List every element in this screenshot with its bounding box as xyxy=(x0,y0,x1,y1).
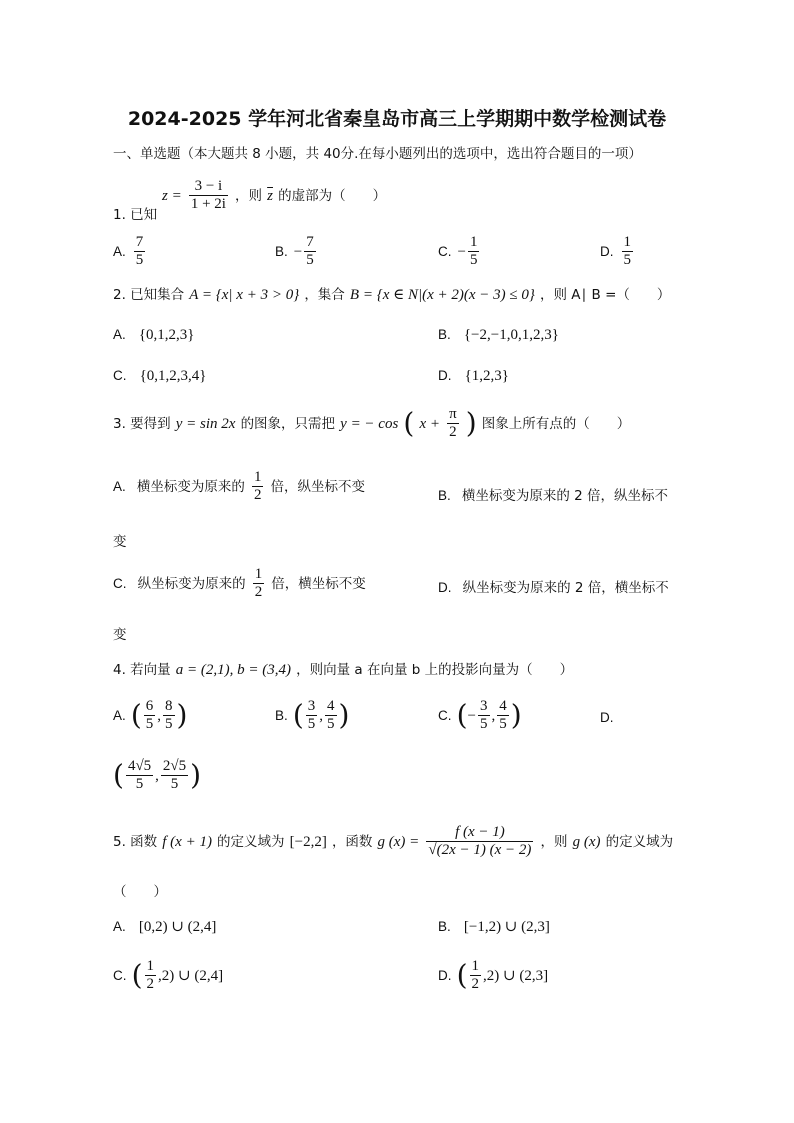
option-text: [−1,2) ∪ (2,3] xyxy=(463,919,550,935)
q3-option-d[interactable] xyxy=(438,576,669,596)
option-label: D. xyxy=(438,580,452,595)
q1-option-c[interactable] xyxy=(438,234,481,269)
option-label: B. xyxy=(438,919,451,934)
q3-pi-frac xyxy=(447,406,459,441)
option-text: {0,1,2,3} xyxy=(138,327,195,343)
q1-z-expr xyxy=(162,178,386,213)
q5-mid2: ，函数 xyxy=(331,834,373,850)
left-paren: ( xyxy=(456,698,468,732)
q2-option-a[interactable] xyxy=(113,324,195,344)
frac-den: 5 xyxy=(469,252,478,268)
q2-option-c[interactable] xyxy=(113,365,207,385)
q4-mid: ，则向量 a 在向量 b 上的投影向量为（ ） xyxy=(296,662,574,678)
right-paren: ) xyxy=(190,758,202,792)
frac-1 xyxy=(144,698,156,733)
q4-option-c[interactable] xyxy=(438,698,522,733)
q2-tail: ，则 A∣ B =（ ） xyxy=(539,287,671,303)
q5-option-c[interactable] xyxy=(113,958,223,993)
frac-num: 7 xyxy=(135,234,144,250)
option-text: [0,2) ∪ (2,4] xyxy=(138,919,217,935)
section-heading: 一、单选题（本大题共 8 小题，共 40分.在每小题列出的选项中，选出符合题目的一项） xyxy=(113,146,642,162)
frac-den: 5 xyxy=(480,716,488,732)
frac-1 xyxy=(306,698,318,733)
frac-num: 1 xyxy=(471,958,480,974)
q4-option-d[interactable] xyxy=(113,758,201,793)
frac-den: 5 xyxy=(499,716,507,732)
frac-num: 2√5 xyxy=(162,758,187,774)
frac-num: 4√5 xyxy=(127,758,152,774)
option-sign: − xyxy=(293,244,303,260)
frac-2 xyxy=(497,698,509,733)
q5-mid1: 的定义域为 xyxy=(217,834,285,850)
q3-pi: π xyxy=(449,406,457,422)
q5-option-a[interactable] xyxy=(113,916,216,936)
right-paren: ) xyxy=(338,698,350,732)
frac-den: 5 xyxy=(145,716,154,732)
frac-num: 1 xyxy=(623,234,631,250)
option-text: 纵坐标变为原来的 2 倍，横坐标不 xyxy=(462,580,669,596)
q4-option-d-label[interactable]: D. xyxy=(600,710,614,725)
q1-option-d[interactable] xyxy=(600,234,635,269)
frac-den: 5 xyxy=(307,716,316,732)
frac-num: 4 xyxy=(327,698,335,714)
option-label: B. xyxy=(275,708,288,723)
q3-option-a[interactable] xyxy=(113,469,365,504)
q1-tail-a: ，则 xyxy=(235,188,263,204)
right-paren: ) xyxy=(176,698,188,732)
left-paren: ( xyxy=(131,958,143,992)
q3-two: 2 xyxy=(449,424,457,440)
q3-option-c[interactable] xyxy=(113,566,366,601)
q1-zbar: $\overline{z}$ xyxy=(267,188,273,204)
q4-number: 4. 若向量 xyxy=(113,662,171,678)
q3-right-paren: ) xyxy=(465,406,477,440)
left-paren: ( xyxy=(130,698,142,732)
comma: , xyxy=(155,768,159,784)
comma: , xyxy=(319,708,324,724)
frac-num: 3 xyxy=(480,698,488,714)
comma: , xyxy=(157,708,162,724)
option-fraction xyxy=(468,234,480,269)
q5-tail: ，则 xyxy=(540,834,568,850)
option-text-tail: 倍，横坐标不变 xyxy=(271,576,366,592)
option-label: A. xyxy=(113,708,126,723)
option-label: B. xyxy=(275,244,288,259)
option-text: 横坐标变为原来的 xyxy=(136,479,245,495)
frac-den: 5 xyxy=(170,776,179,792)
q3-y2x: x + xyxy=(419,416,440,432)
q4-option-b[interactable] xyxy=(275,698,349,733)
frac-den: 5 xyxy=(165,716,173,732)
option-text-tail: 倍，纵坐标不变 xyxy=(270,479,366,495)
frac-num: 1 xyxy=(253,469,262,485)
frac-num: 6 xyxy=(145,698,154,714)
option-fraction xyxy=(622,234,634,269)
option-label: D. xyxy=(438,968,452,983)
frac-num: 1 xyxy=(146,958,155,974)
q3-option-d-wrap: 变 xyxy=(113,627,127,643)
left-paren: ( xyxy=(292,698,304,732)
page-title: 2024-2025 学年河北省秦皇岛市高三上学期期中数学检测试卷 xyxy=(127,108,667,130)
option-text: {1,2,3} xyxy=(464,368,509,384)
option-text: ,2) ∪ (2,3] xyxy=(483,968,549,984)
q5-f: f (x + 1) xyxy=(162,834,212,850)
left-paren: ( xyxy=(456,958,468,992)
frac-num: 7 xyxy=(306,234,314,250)
frac-2 xyxy=(161,758,188,793)
q3-number: 3. 要得到 xyxy=(113,416,171,432)
frac-num: 4 xyxy=(499,698,507,714)
frac-2 xyxy=(325,698,337,733)
q5-g-den: √(2x − 1) (x − 2) xyxy=(428,842,532,858)
q1-fraction xyxy=(189,178,228,213)
frac-num: 1 xyxy=(469,234,478,250)
frac-num: 8 xyxy=(165,698,173,714)
q1-frac-den: 1 + 2i xyxy=(190,196,226,212)
q3-mid: 的图象，只需把 xyxy=(240,416,336,432)
right-paren: ) xyxy=(510,698,522,732)
frac-1 xyxy=(478,698,490,733)
frac-den: 5 xyxy=(135,776,144,792)
option-fraction xyxy=(134,234,146,269)
option-label: D. xyxy=(438,368,452,383)
option-label: D. xyxy=(600,244,614,259)
option-text: ,2) ∪ (2,4] xyxy=(158,968,224,984)
frac-2 xyxy=(163,698,175,733)
q5-option-b[interactable] xyxy=(438,916,550,936)
frac-den: 2 xyxy=(254,584,263,600)
q5-paren: （ ） xyxy=(113,884,167,900)
q3-stem xyxy=(113,406,630,441)
q3-tail: 图象上所有点的（ ） xyxy=(481,416,631,432)
option-label: C. xyxy=(438,708,452,723)
option-fraction xyxy=(304,234,316,269)
q5-number: 5. 函数 xyxy=(113,834,158,850)
option-fraction xyxy=(252,469,264,504)
q2-set-b: B = {x ∈ N|(x + 2)(x − 3) ≤ 0} xyxy=(349,287,535,303)
option-label: A. xyxy=(113,327,126,342)
option-label: B. xyxy=(438,327,451,342)
q3-option-b-wrap: 变 xyxy=(113,534,127,550)
frac-num: 3 xyxy=(307,698,316,714)
q2-mid: ，集合 xyxy=(304,287,345,303)
comma: , xyxy=(491,708,496,724)
option-label: A. xyxy=(113,244,126,259)
frac-den: 5 xyxy=(135,252,144,268)
option-fraction xyxy=(470,958,482,993)
q5-option-d[interactable] xyxy=(438,958,548,993)
frac-den: 5 xyxy=(327,716,335,732)
option-text: 纵坐标变为原来的 xyxy=(137,576,246,592)
option-label: C. xyxy=(113,368,127,383)
q4-vectors: a = (2,1), b = (3,4) xyxy=(175,662,291,678)
q5-stem xyxy=(113,824,673,859)
q2-option-b[interactable] xyxy=(438,324,559,344)
q3-y2: y = − cos xyxy=(340,416,399,432)
q5-g2: g (x) xyxy=(572,834,601,850)
q3-option-b[interactable] xyxy=(438,484,668,504)
q4-stem xyxy=(113,658,573,679)
option-label: A. xyxy=(113,919,126,934)
q1-z: z = xyxy=(162,188,182,204)
q5-g-num: f (x − 1) xyxy=(426,824,533,842)
q2-set-a: A = {x| x + 3 > 0} xyxy=(189,287,300,303)
q1-option-a[interactable] xyxy=(113,234,147,269)
q1-tail-b: 的虚部为（ ） xyxy=(278,188,387,204)
q2-option-d[interactable] xyxy=(438,365,509,385)
left-paren: ( xyxy=(113,758,124,792)
option-label: B. xyxy=(438,488,451,503)
option-fraction xyxy=(253,566,265,601)
option-label: C. xyxy=(113,968,127,983)
frac-den: 2 xyxy=(253,487,262,503)
q3-y1: y = sin 2x xyxy=(175,416,236,432)
q2-stem xyxy=(113,283,670,304)
q5-g: g (x) = xyxy=(377,834,420,850)
frac-den: 2 xyxy=(146,976,155,992)
option-label: C. xyxy=(113,576,127,591)
q1-option-b[interactable] xyxy=(275,234,318,269)
option-sign: − xyxy=(457,244,466,260)
option-label: C. xyxy=(438,244,452,259)
q1-frac-num: 3 − i xyxy=(189,178,228,196)
option-text: 横坐标变为原来的 2 倍，纵坐标不 xyxy=(461,488,669,504)
q5-g-fraction xyxy=(426,824,533,859)
option-text: {−2,−1,0,1,2,3} xyxy=(463,327,559,343)
q2-number: 2. 已知集合 xyxy=(113,287,185,303)
q4-option-a[interactable] xyxy=(113,698,187,733)
frac-den: 5 xyxy=(623,252,631,268)
frac-den: 2 xyxy=(471,976,480,992)
minus-sign: − xyxy=(467,708,476,724)
q1-number: 1. 已知 xyxy=(113,207,158,223)
option-label: A. xyxy=(113,479,126,494)
frac-1 xyxy=(126,758,153,793)
q5-domain: [−2,2] xyxy=(289,834,327,850)
q1-stem xyxy=(113,203,157,223)
q3-left-paren: ( xyxy=(403,406,415,440)
option-text: {0,1,2,3,4} xyxy=(139,368,207,384)
option-fraction xyxy=(145,958,157,993)
frac-num: 1 xyxy=(254,566,263,582)
q5-tail2: 的定义域为 xyxy=(605,834,674,850)
frac-den: 5 xyxy=(306,252,314,268)
